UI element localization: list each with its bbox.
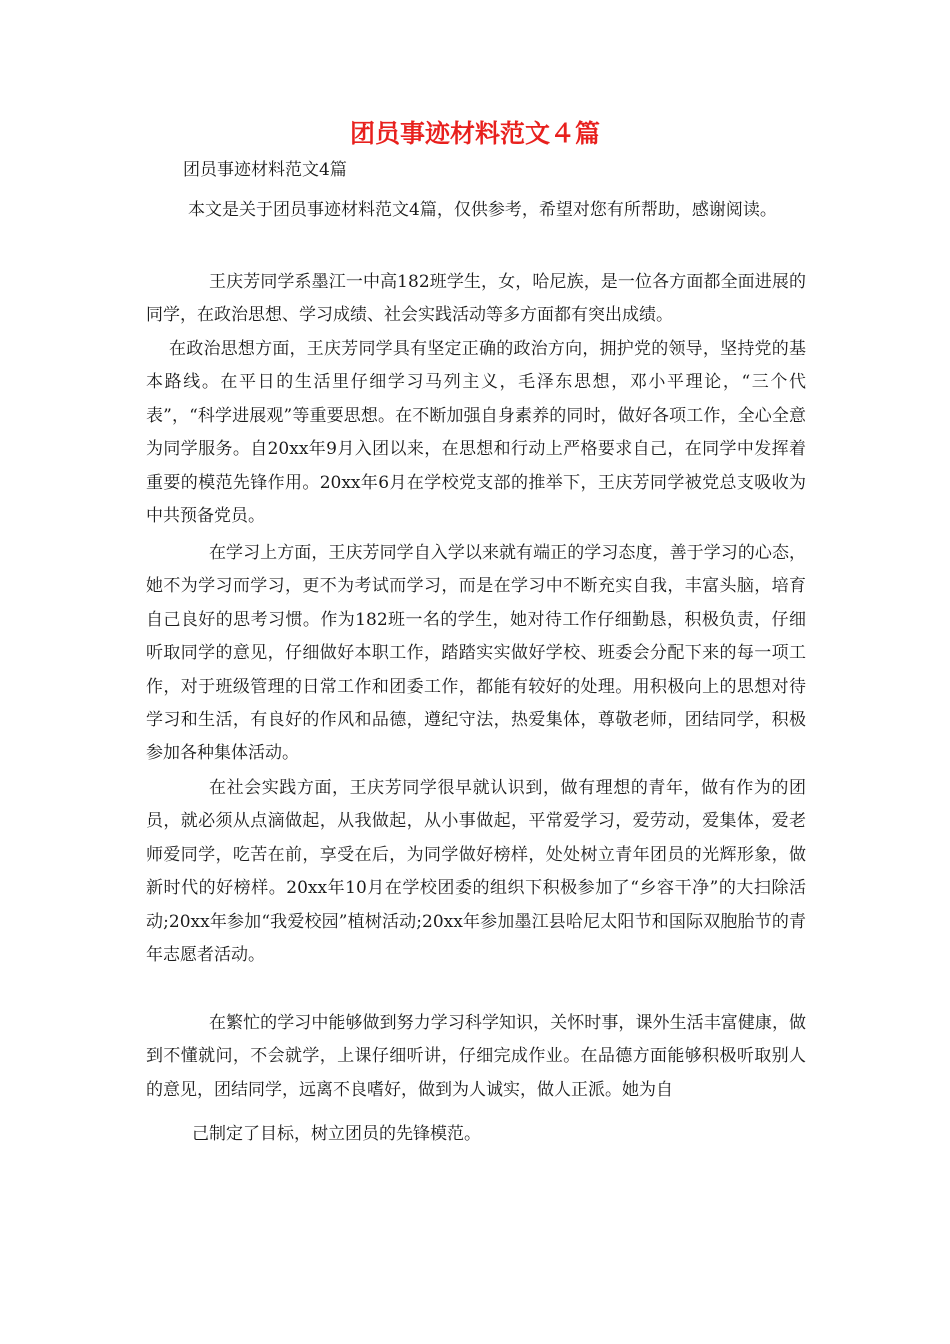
body-paragraph: 在学习上方面，王庆芳同学自入学以来就有端正的学习态度，善于学习的心态，她不为学习而学习，更不为考试而学习，而是在学习中不断充实自我，丰富头脑，培育自己良好的思考习惯。作为182班一名的学生，她对待工作仔细勤恳，积极负责，仔细听取同学的意见，仔细做好本职工作，踏踏实实做好学校、班委会分配下来的每一项工作，对于班级管理的日常工作和团委工作，都能有较好的处理。用积极向上的思想对待学习和生活，有良好的作风和品德，遵纪守法，热爱集体，尊敬老师，团结同学，积极参加各种集体活动。 bbox=[146, 543, 806, 764]
body-paragraph: 在社会实践方面，王庆芳同学很早就认识到，做有理想的青年，做有作为的团员，就必须从点滴做起，从我做起，从小事做起，平常爱学习，爱劳动，爱集体，爱老师爱同学，吃苦在前，享受在后，为同学做好榜样，处处树立青年团员的光辉形象，做新时代的好榜样。20xx年10月在学校团委的组织下积极参加了“乡容干净”的大扫除活动;20xx年参加“我爱校园”植树活动;20xx年参加墨江县哈尼太阳节和国际双胞胎节的青年志愿者活动。 bbox=[146, 778, 806, 966]
body-paragraph: 在政治思想方面，王庆芳同学具有坚定正确的政治方向，拥护党的领导，坚持党的基本路线。在平日的生活里仔细学习马列主义，毛泽东思想，邓小平理论，“三个代表”，“科学进展观”等重要思想。在不断加强自身素养的同时，做好各项工作，全心全意为同学服务。自20xx年9月入团以来，在思想和行动上严格要求自己，在同学中发挥着重要的模范先锋作用。20xx年6月在学校党支部的推举下，王庆芳同学被党总支吸收为中共预备党员。 bbox=[146, 339, 806, 527]
document-subtitle: 团员事迹材料范文4篇 bbox=[183, 160, 347, 180]
body-paragraph: 王庆芳同学系墨江一中高182班学生，女，哈尼族，是一位各方面都全面进展的同学，在政治思想、学习成绩、社会实践活动等多方面都有突出成绩。 bbox=[146, 272, 806, 326]
body-paragraph: 在繁忙的学习中能够做到努力学习科学知识，关怀时事，课外生活丰富健康，做到不懂就问，不会就学，上课仔细听讲，仔细完成作业。在品德方面能够积极听取别人的意见，团结同学，远离不良嗜好，做到为人诚实，做人正派。她为自 bbox=[146, 1013, 806, 1100]
body-paragraph: 己制定了目标，树立团员的先锋模范。 bbox=[192, 1124, 481, 1144]
document-title: 团员事迹材料范文４篇 bbox=[349, 119, 600, 148]
intro-paragraph: 本文是关于团员事迹材料范文4篇，仅供参考，希望对您有所帮助，感谢阅读。 bbox=[188, 200, 777, 220]
